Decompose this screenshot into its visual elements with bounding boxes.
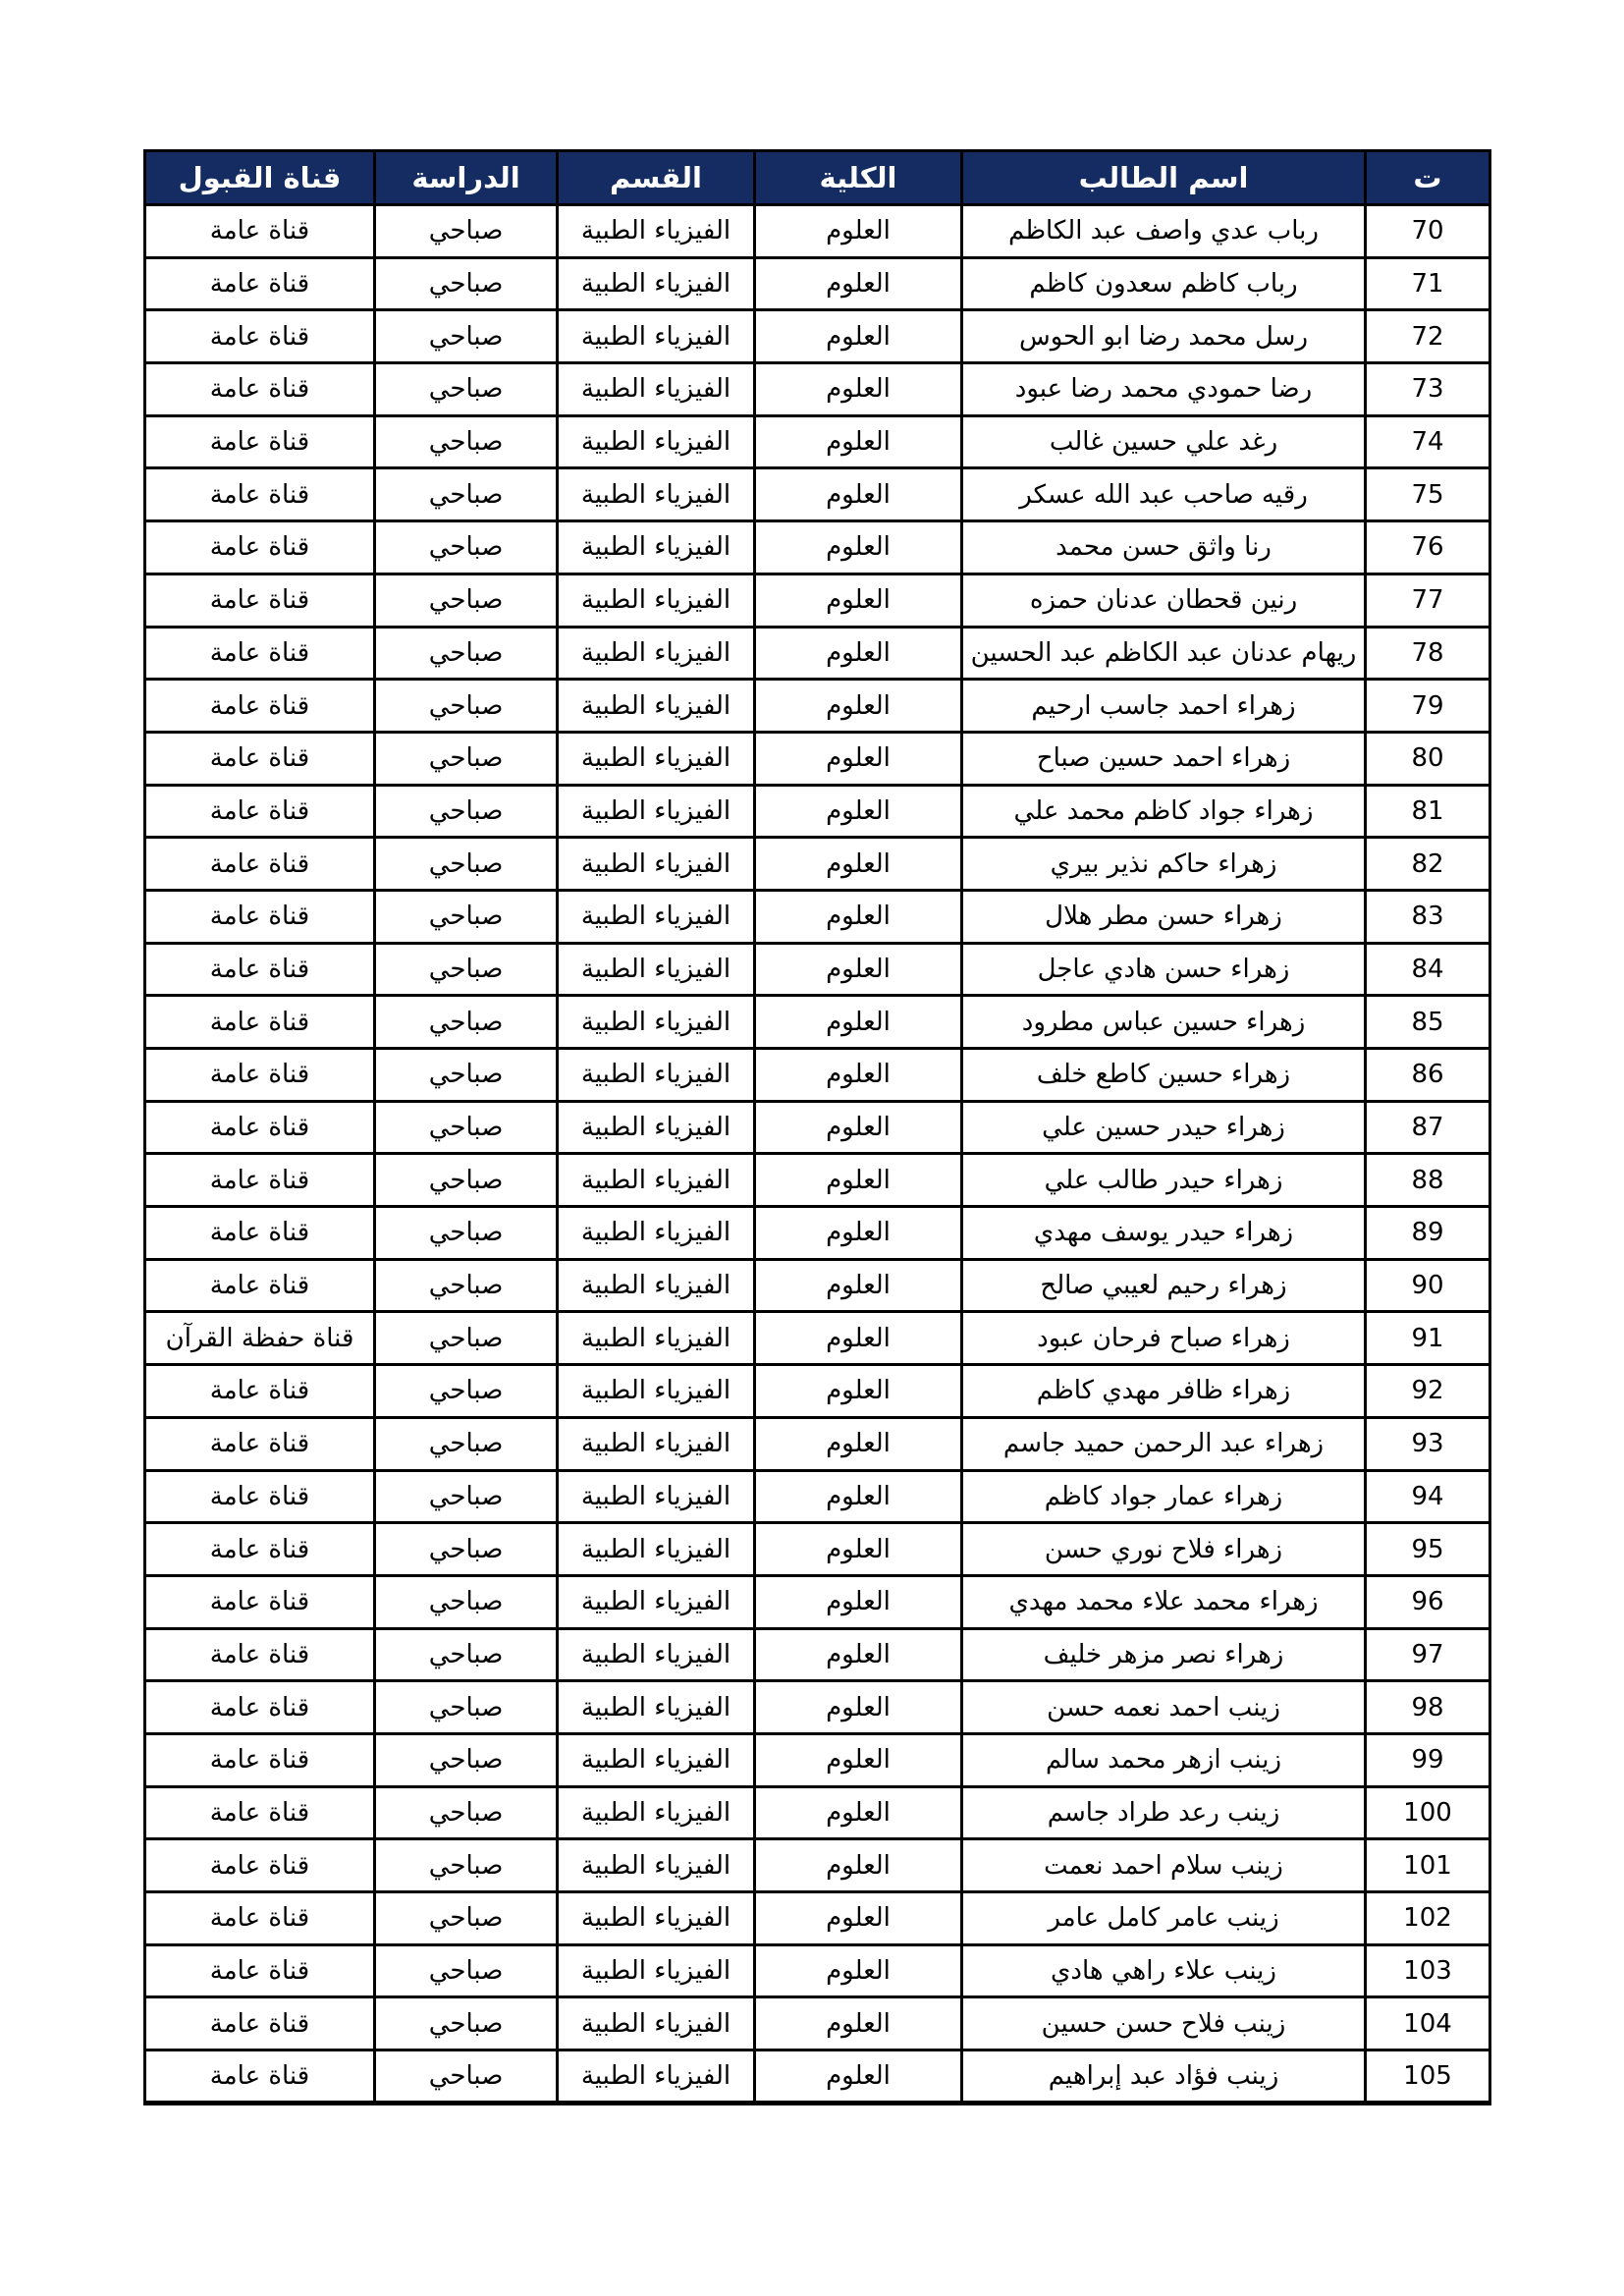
- admission-channel-cell: قناة عامة: [145, 468, 375, 521]
- college-cell: العلوم: [755, 838, 962, 891]
- admission-channel-cell: قناة عامة: [145, 1523, 375, 1576]
- student-name-cell: زينب فؤاد عبد إبراهيم: [962, 2050, 1366, 2104]
- table-body: [145, 205, 1490, 2104]
- table-row: [145, 1312, 1490, 1365]
- header-row: [145, 151, 1490, 205]
- study-type-cell: صباحي: [375, 838, 558, 891]
- study-type-cell: صباحي: [375, 732, 558, 785]
- department-cell: الفيزياء الطبية: [558, 1944, 755, 1997]
- admission-channel-cell: قناة عامة: [145, 1259, 375, 1312]
- department-cell: الفيزياء الطبية: [558, 574, 755, 627]
- table-row: [145, 310, 1490, 363]
- study-type-cell: صباحي: [375, 257, 558, 310]
- department-cell: الفيزياء الطبية: [558, 1259, 755, 1312]
- admission-channel-cell: قناة عامة: [145, 310, 375, 363]
- department-cell: الفيزياء الطبية: [558, 257, 755, 310]
- department-cell: الفيزياء الطبية: [558, 1839, 755, 1892]
- admission-channel-cell: قناة عامة: [145, 1997, 375, 2050]
- serial-cell: 84: [1366, 943, 1490, 996]
- college-cell: العلوم: [755, 1944, 962, 1997]
- serial-cell: 78: [1366, 627, 1490, 680]
- study-type-cell: صباحي: [375, 1154, 558, 1207]
- college-cell: العلوم: [755, 205, 962, 258]
- department-cell: الفيزياء الطبية: [558, 1470, 755, 1523]
- serial-cell: 93: [1366, 1417, 1490, 1470]
- admission-channel-cell: قناة عامة: [145, 627, 375, 680]
- serial-cell: 81: [1366, 785, 1490, 838]
- college-cell: العلوم: [755, 785, 962, 838]
- student-name-cell: زهراء حاكم نذير بيري: [962, 838, 1366, 891]
- admission-channel-cell: قناة عامة: [145, 943, 375, 996]
- student-name-cell: زينب احمد نعمه حسن: [962, 1681, 1366, 1734]
- study-type-cell: صباحي: [375, 1101, 558, 1154]
- student-name-cell: زهراء احمد جاسب ارحيم: [962, 680, 1366, 733]
- table-row: [145, 1681, 1490, 1734]
- study-type-cell: صباحي: [375, 1417, 558, 1470]
- student-name-cell: زهراء حسن هادي عاجل: [962, 943, 1366, 996]
- student-name-cell: ريهام عدنان عبد الكاظم عبد الحسين: [962, 627, 1366, 680]
- study-type-cell: صباحي: [375, 1365, 558, 1418]
- table-row: [145, 2050, 1490, 2104]
- department-cell: الفيزياء الطبية: [558, 1312, 755, 1365]
- serial-cell: 75: [1366, 468, 1490, 521]
- study-type-cell: صباحي: [375, 1049, 558, 1102]
- table-row: [145, 1839, 1490, 1892]
- student-name-cell: رنين قحطان عدنان حمزه: [962, 574, 1366, 627]
- college-cell: العلوم: [755, 257, 962, 310]
- serial-cell: 91: [1366, 1312, 1490, 1365]
- college-cell: العلوم: [755, 732, 962, 785]
- department-cell: الفيزياء الطبية: [558, 1417, 755, 1470]
- table-row: [145, 1365, 1490, 1418]
- study-type-cell: صباحي: [375, 627, 558, 680]
- col-header-serial: ت: [1366, 151, 1490, 205]
- admission-channel-cell: قناة عامة: [145, 1365, 375, 1418]
- serial-cell: 74: [1366, 415, 1490, 468]
- study-type-cell: صباحي: [375, 1892, 558, 1945]
- serial-cell: 71: [1366, 257, 1490, 310]
- serial-cell: 83: [1366, 890, 1490, 943]
- serial-cell: 99: [1366, 1733, 1490, 1786]
- student-name-cell: زهراء حيدر طالب علي: [962, 1154, 1366, 1207]
- table-row: [145, 732, 1490, 785]
- department-cell: الفيزياء الطبية: [558, 627, 755, 680]
- college-cell: العلوم: [755, 363, 962, 416]
- study-type-cell: صباحي: [375, 1470, 558, 1523]
- table-row: [145, 574, 1490, 627]
- col-header-admission-channel: قناة القبول: [145, 151, 375, 205]
- study-type-cell: صباحي: [375, 468, 558, 521]
- student-name-cell: زهراء حيدر حسين علي: [962, 1101, 1366, 1154]
- student-name-cell: رغد علي حسين غالب: [962, 415, 1366, 468]
- student-name-cell: رقيه صاحب عبد الله عسكر: [962, 468, 1366, 521]
- department-cell: الفيزياء الطبية: [558, 1997, 755, 2050]
- student-name-cell: زهراء احمد حسين صباح: [962, 732, 1366, 785]
- col-header-student-name: اسم الطالب: [962, 151, 1366, 205]
- admission-channel-cell: قناة عامة: [145, 205, 375, 258]
- study-type-cell: صباحي: [375, 310, 558, 363]
- table-row: [145, 257, 1490, 310]
- serial-cell: 80: [1366, 732, 1490, 785]
- department-cell: الفيزياء الطبية: [558, 1154, 755, 1207]
- table-row: [145, 1259, 1490, 1312]
- serial-cell: 88: [1366, 1154, 1490, 1207]
- student-name-cell: زهراء عبد الرحمن حميد جاسم: [962, 1417, 1366, 1470]
- student-name-cell: زينب سلام احمد نعمت: [962, 1839, 1366, 1892]
- college-cell: العلوم: [755, 1628, 962, 1681]
- department-cell: الفيزياء الطبية: [558, 1575, 755, 1628]
- serial-cell: 94: [1366, 1470, 1490, 1523]
- department-cell: الفيزياء الطبية: [558, 2050, 755, 2104]
- department-cell: الفيزياء الطبية: [558, 468, 755, 521]
- col-header-study-type: الدراسة: [375, 151, 558, 205]
- admission-channel-cell: قناة عامة: [145, 1892, 375, 1945]
- table-row: [145, 1892, 1490, 1945]
- study-type-cell: صباحي: [375, 996, 558, 1049]
- college-cell: العلوم: [755, 1997, 962, 2050]
- college-cell: العلوم: [755, 943, 962, 996]
- admission-channel-cell: قناة عامة: [145, 521, 375, 574]
- serial-cell: 70: [1366, 205, 1490, 258]
- study-type-cell: صباحي: [375, 943, 558, 996]
- serial-cell: 86: [1366, 1049, 1490, 1102]
- student-name-cell: زهراء حسين كاطع خلف: [962, 1049, 1366, 1102]
- department-cell: الفيزياء الطبية: [558, 996, 755, 1049]
- table-row: [145, 1786, 1490, 1839]
- serial-cell: 105: [1366, 2050, 1490, 2104]
- table-row: [145, 943, 1490, 996]
- table-row: [145, 890, 1490, 943]
- college-cell: العلوم: [755, 1681, 962, 1734]
- student-name-cell: رباب كاظم سعدون كاظم: [962, 257, 1366, 310]
- college-cell: العلوم: [755, 1365, 962, 1418]
- college-cell: العلوم: [755, 1312, 962, 1365]
- department-cell: الفيزياء الطبية: [558, 1786, 755, 1839]
- table-row: [145, 680, 1490, 733]
- study-type-cell: صباحي: [375, 415, 558, 468]
- table-row: [145, 1154, 1490, 1207]
- department-cell: الفيزياء الطبية: [558, 1628, 755, 1681]
- serial-cell: 73: [1366, 363, 1490, 416]
- table-row: [145, 205, 1490, 258]
- study-type-cell: صباحي: [375, 574, 558, 627]
- admission-channel-cell: قناة عامة: [145, 1839, 375, 1892]
- study-type-cell: صباحي: [375, 890, 558, 943]
- admission-channel-cell: قناة عامة: [145, 1049, 375, 1102]
- admission-channel-cell: قناة عامة: [145, 1417, 375, 1470]
- department-cell: الفيزياء الطبية: [558, 521, 755, 574]
- students-table: [143, 149, 1491, 2105]
- college-cell: العلوم: [755, 1523, 962, 1576]
- col-header-college: الكلية: [755, 151, 962, 205]
- department-cell: الفيزياء الطبية: [558, 890, 755, 943]
- admission-channel-cell: قناة عامة: [145, 838, 375, 891]
- study-type-cell: صباحي: [375, 1628, 558, 1681]
- study-type-cell: صباحي: [375, 1259, 558, 1312]
- college-cell: العلوم: [755, 1101, 962, 1154]
- department-cell: الفيزياء الطبية: [558, 1207, 755, 1260]
- study-type-cell: صباحي: [375, 1839, 558, 1892]
- college-cell: العلوم: [755, 1892, 962, 1945]
- table-row: [145, 1207, 1490, 1260]
- college-cell: العلوم: [755, 521, 962, 574]
- department-cell: الفيزياء الطبية: [558, 1733, 755, 1786]
- admission-channel-cell: قناة عامة: [145, 680, 375, 733]
- college-cell: العلوم: [755, 574, 962, 627]
- study-type-cell: صباحي: [375, 680, 558, 733]
- col-header-department: القسم: [558, 151, 755, 205]
- student-name-cell: زهراء رحيم لعيبي صالح: [962, 1259, 1366, 1312]
- serial-cell: 92: [1366, 1365, 1490, 1418]
- college-cell: العلوم: [755, 1839, 962, 1892]
- serial-cell: 85: [1366, 996, 1490, 1049]
- admission-channel-cell: قناة عامة: [145, 1786, 375, 1839]
- serial-cell: 96: [1366, 1575, 1490, 1628]
- table-row: [145, 1470, 1490, 1523]
- table-row: [145, 838, 1490, 891]
- study-type-cell: صباحي: [375, 1575, 558, 1628]
- admission-channel-cell: قناة عامة: [145, 1944, 375, 1997]
- college-cell: العلوم: [755, 415, 962, 468]
- study-type-cell: صباحي: [375, 205, 558, 258]
- college-cell: العلوم: [755, 680, 962, 733]
- serial-cell: 104: [1366, 1997, 1490, 2050]
- department-cell: الفيزياء الطبية: [558, 363, 755, 416]
- table-row: [145, 1628, 1490, 1681]
- serial-cell: 87: [1366, 1101, 1490, 1154]
- table-row: [145, 1733, 1490, 1786]
- admission-channel-cell: قناة حفظة القرآن: [145, 1312, 375, 1365]
- admission-channel-cell: قناة عامة: [145, 1101, 375, 1154]
- admission-channel-cell: قناة عامة: [145, 363, 375, 416]
- college-cell: العلوم: [755, 1470, 962, 1523]
- study-type-cell: صباحي: [375, 785, 558, 838]
- table-row: [145, 1523, 1490, 1576]
- college-cell: العلوم: [755, 1786, 962, 1839]
- student-name-cell: زهراء فلاح نوري حسن: [962, 1523, 1366, 1576]
- department-cell: الفيزياء الطبية: [558, 785, 755, 838]
- college-cell: العلوم: [755, 1575, 962, 1628]
- study-type-cell: صباحي: [375, 1786, 558, 1839]
- admission-channel-cell: قناة عامة: [145, 1681, 375, 1734]
- student-name-cell: زينب عامر كامل عامر: [962, 1892, 1366, 1945]
- department-cell: الفيزياء الطبية: [558, 1101, 755, 1154]
- serial-cell: 100: [1366, 1786, 1490, 1839]
- admission-channel-cell: قناة عامة: [145, 257, 375, 310]
- table-row: [145, 627, 1490, 680]
- student-name-cell: رنا واثق حسن محمد: [962, 521, 1366, 574]
- admission-channel-cell: قناة عامة: [145, 890, 375, 943]
- student-name-cell: رضا حمودي محمد رضا عبود: [962, 363, 1366, 416]
- department-cell: الفيزياء الطبية: [558, 732, 755, 785]
- serial-cell: 82: [1366, 838, 1490, 891]
- study-type-cell: صباحي: [375, 1997, 558, 2050]
- serial-cell: 90: [1366, 1259, 1490, 1312]
- college-cell: العلوم: [755, 468, 962, 521]
- table-row: [145, 1997, 1490, 2050]
- admission-channel-cell: قناة عامة: [145, 415, 375, 468]
- serial-cell: 77: [1366, 574, 1490, 627]
- admission-channel-cell: قناة عامة: [145, 1207, 375, 1260]
- serial-cell: 97: [1366, 1628, 1490, 1681]
- student-name-cell: زهراء جواد كاظم محمد علي: [962, 785, 1366, 838]
- admission-channel-cell: قناة عامة: [145, 785, 375, 838]
- college-cell: العلوم: [755, 890, 962, 943]
- admission-channel-cell: قناة عامة: [145, 1154, 375, 1207]
- department-cell: الفيزياء الطبية: [558, 1365, 755, 1418]
- college-cell: العلوم: [755, 2050, 962, 2104]
- admission-channel-cell: قناة عامة: [145, 2050, 375, 2104]
- student-name-cell: زهراء حسين عباس مطرود: [962, 996, 1366, 1049]
- student-name-cell: زهراء صباح فرحان عبود: [962, 1312, 1366, 1365]
- college-cell: العلوم: [755, 1259, 962, 1312]
- department-cell: الفيزياء الطبية: [558, 943, 755, 996]
- department-cell: الفيزياء الطبية: [558, 415, 755, 468]
- college-cell: العلوم: [755, 310, 962, 363]
- department-cell: الفيزياء الطبية: [558, 680, 755, 733]
- student-name-cell: زهراء عمار جواد كاظم: [962, 1470, 1366, 1523]
- student-name-cell: زينب ازهر محمد سالم: [962, 1733, 1366, 1786]
- college-cell: العلوم: [755, 1049, 962, 1102]
- department-cell: الفيزياء الطبية: [558, 310, 755, 363]
- study-type-cell: صباحي: [375, 1944, 558, 1997]
- student-name-cell: زينب رعد طراد جاسم: [962, 1786, 1366, 1839]
- student-name-cell: زهراء محمد علاء محمد مهدي: [962, 1575, 1366, 1628]
- study-type-cell: صباحي: [375, 1312, 558, 1365]
- department-cell: الفيزياء الطبية: [558, 1049, 755, 1102]
- serial-cell: 89: [1366, 1207, 1490, 1260]
- table-row: [145, 521, 1490, 574]
- admission-channel-cell: قناة عامة: [145, 996, 375, 1049]
- college-cell: العلوم: [755, 996, 962, 1049]
- admission-channel-cell: قناة عامة: [145, 1628, 375, 1681]
- study-type-cell: صباحي: [375, 521, 558, 574]
- department-cell: الفيزياء الطبية: [558, 838, 755, 891]
- study-type-cell: صباحي: [375, 1733, 558, 1786]
- table-row: [145, 468, 1490, 521]
- serial-cell: 76: [1366, 521, 1490, 574]
- student-name-cell: زهراء نصر مزهر خليف: [962, 1628, 1366, 1681]
- study-type-cell: صباحي: [375, 1207, 558, 1260]
- college-cell: العلوم: [755, 1154, 962, 1207]
- student-name-cell: زهراء حيدر يوسف مهدي: [962, 1207, 1366, 1260]
- serial-cell: 95: [1366, 1523, 1490, 1576]
- student-name-cell: رباب عدي واصف عبد الكاظم: [962, 205, 1366, 258]
- college-cell: العلوم: [755, 1733, 962, 1786]
- department-cell: الفيزياء الطبية: [558, 205, 755, 258]
- department-cell: الفيزياء الطبية: [558, 1523, 755, 1576]
- admission-channel-cell: قناة عامة: [145, 1470, 375, 1523]
- admission-channel-cell: قناة عامة: [145, 732, 375, 785]
- admission-channel-cell: قناة عامة: [145, 574, 375, 627]
- admission-channel-cell: قناة عامة: [145, 1733, 375, 1786]
- table-row: [145, 1944, 1490, 1997]
- college-cell: العلوم: [755, 1207, 962, 1260]
- student-name-cell: زينب علاء راهي هادي: [962, 1944, 1366, 1997]
- college-cell: العلوم: [755, 627, 962, 680]
- study-type-cell: صباحي: [375, 2050, 558, 2104]
- serial-cell: 98: [1366, 1681, 1490, 1734]
- table-row: [145, 996, 1490, 1049]
- serial-cell: 79: [1366, 680, 1490, 733]
- admission-channel-cell: قناة عامة: [145, 1575, 375, 1628]
- serial-cell: 102: [1366, 1892, 1490, 1945]
- college-cell: العلوم: [755, 1417, 962, 1470]
- study-type-cell: صباحي: [375, 1523, 558, 1576]
- student-name-cell: زينب فلاح حسن حسين: [962, 1997, 1366, 2050]
- table-row: [145, 1417, 1490, 1470]
- study-type-cell: صباحي: [375, 363, 558, 416]
- table-row: [145, 363, 1490, 416]
- study-type-cell: صباحي: [375, 1681, 558, 1734]
- table-row: [145, 415, 1490, 468]
- table-row: [145, 785, 1490, 838]
- serial-cell: 72: [1366, 310, 1490, 363]
- table-row: [145, 1575, 1490, 1628]
- department-cell: الفيزياء الطبية: [558, 1892, 755, 1945]
- student-name-cell: رسل محمد رضا ابو الحوس: [962, 310, 1366, 363]
- student-name-cell: زهراء ظافر مهدي كاظم: [962, 1365, 1366, 1418]
- serial-cell: 101: [1366, 1839, 1490, 1892]
- student-name-cell: زهراء حسن مطر هلال: [962, 890, 1366, 943]
- department-cell: الفيزياء الطبية: [558, 1681, 755, 1734]
- serial-cell: 103: [1366, 1944, 1490, 1997]
- table-row: [145, 1101, 1490, 1154]
- table-row: [145, 1049, 1490, 1102]
